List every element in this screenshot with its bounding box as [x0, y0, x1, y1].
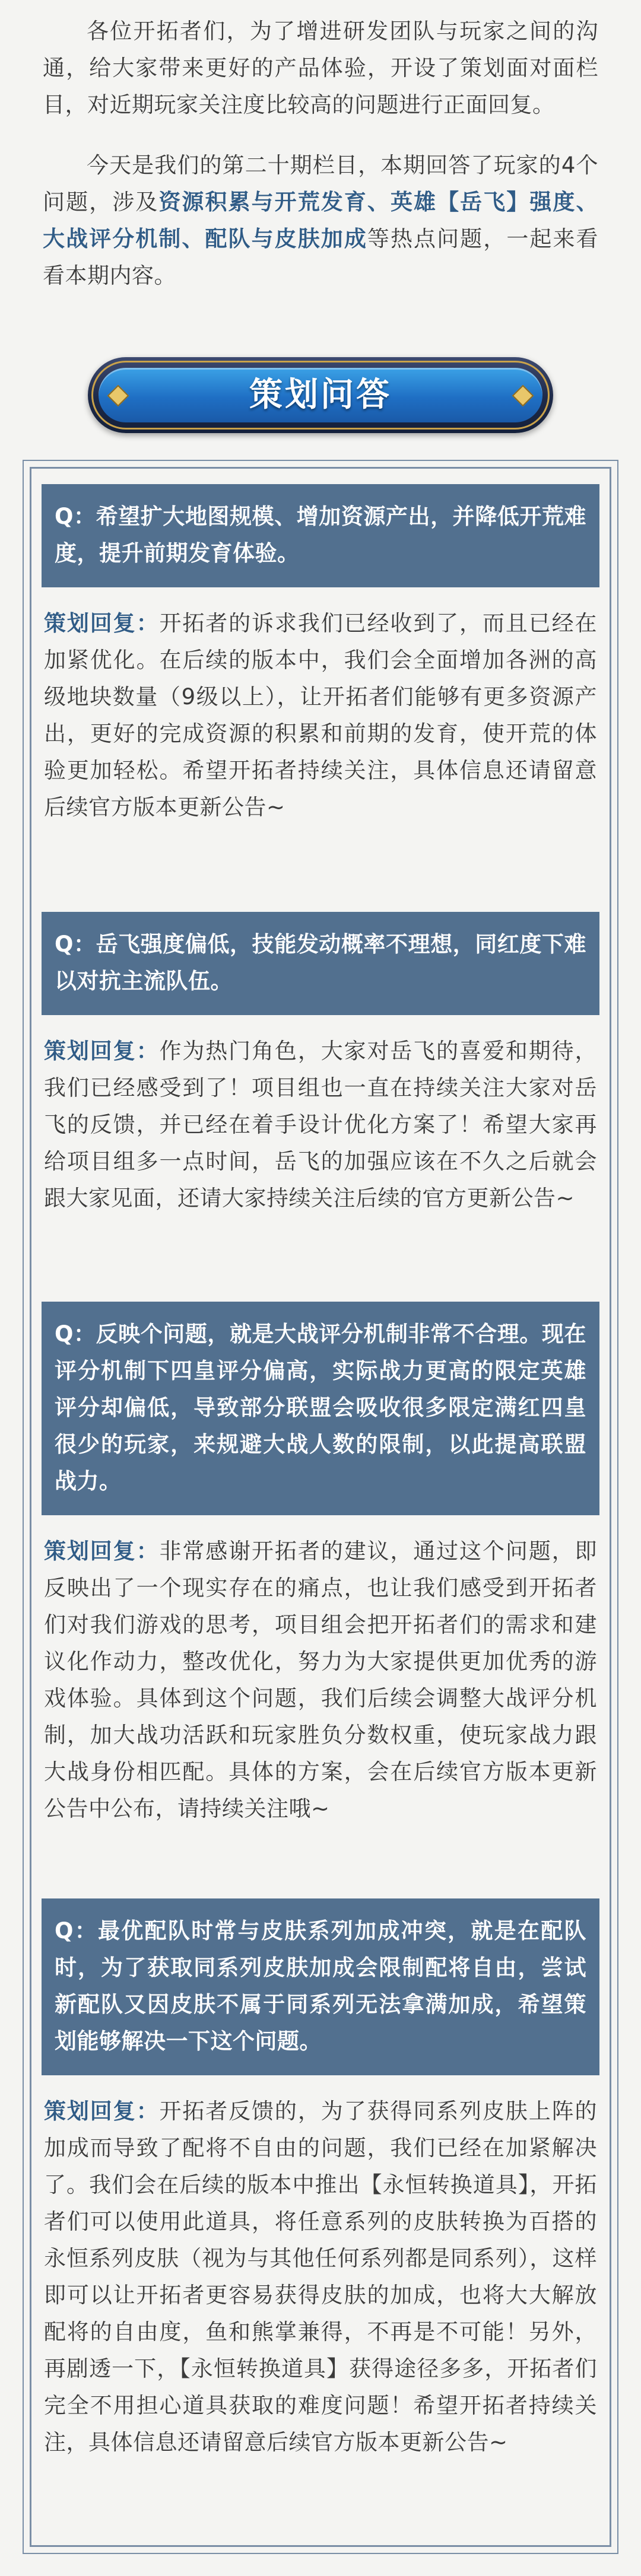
- answer-label: 策划回复：: [44, 2098, 160, 2124]
- intro-paragraph-2-tail: 等热点问题，一起来看看本期内容。: [43, 226, 599, 288]
- qa-item-3: [42, 1302, 599, 1827]
- answer-body: 作为热门角色，大家对岳飞的喜爱和期待，我们已经感受到了！项目组也一直在持续关注大家对岳飞的反馈，并已经在着手设计优化方案了！希望大家再给项目组多一点时间，岳飞的加强应该在不久之后就会跟大家见面，还请大家持续关注后续的官方更新公告~: [44, 1038, 598, 1211]
- question-box: Q：岳飞强度偏低，技能发动概率不理想，同红度下难以对抗主流队伍。: [42, 912, 599, 1015]
- qa-item-4: [42, 1898, 599, 2461]
- answer-body: 开拓者的诉求我们已经收到了，而且已经在加紧优化。在后续的版本中，我们会全面增加各洲的高级地块数量（9级以上），让开拓者们能够有更多资源产出，更好的完成资源的积累和前期的发育，使开荒的体验更加轻松。希望开拓者持续关注，具体信息还请留意后续官方版本更新公告~: [44, 610, 598, 820]
- answer-body: 非常感谢开拓者的建议，通过这个问题，即反映出了一个现实存在的痛点，也让我们感受到开拓者们对我们游戏的思考，项目组会把开拓者们的需求和建议化作动力，整改优化，努力为大家提供更加优秀的游戏体验。具体到这个问题，我们后续会调整大战评分机制，加大战功活跃和玩家胜负分数权重，使玩家战力跟大战身份相匹配。具体的方案，会在后续官方版本更新公告中公布，请持续关注哦~: [44, 1538, 598, 1821]
- intro-section: [43, 13, 598, 318]
- question-box: Q：希望扩大地图规模、增加资源产出，并降低开荒难度，提升前期发育体验。: [42, 484, 599, 587]
- answer-label: 策划回复：: [44, 1038, 160, 1064]
- answer-text: [42, 1033, 599, 1217]
- intro-topics-highlight: 资源积累与开荒发育、英雄【岳飞】强度、大战评分机制、配队与皮肤加成: [43, 189, 599, 252]
- qa-item-2: [42, 912, 599, 1217]
- answer-label: 策划回复：: [44, 610, 160, 636]
- answer-text: [42, 2093, 599, 2461]
- answer-text: [42, 1533, 599, 1827]
- question-box: Q：反映个问题，就是大战评分机制非常不合理。现在评分机制下四皇评分偏高，实际战力更高的限定英雄评分却偏低，导致部分联盟会吸收很多限定满红四皇很少的玩家，来规避大战人数的限制，以此提高联盟战力。: [42, 1302, 599, 1515]
- answer-body: 开拓者反馈的，为了获得同系列皮肤上阵的加成而导致了配将不自由的问题，我们已经在加紧解决了。我们会在后续的版本中推出【永恒转换道具】，开拓者们可以使用此道具，将任意系列的皮肤转换为百搭的永恒系列皮肤（视为与其他任何系列都是同系列），这样即可以让开拓者更容易获得皮肤的加成，也将大大解放配将的自由度，鱼和熊掌兼得，不再是不可能！另外，再剧透一下，【永恒转换道具】获得途径多多，开拓者们完全不用担心道具获取的难度问题！希望开拓者持续关注，具体信息还请留意后续官方版本更新公告~: [44, 2098, 598, 2455]
- question-box: Q：最优配队时常与皮肤系列加成冲突，就是在配队时，为了获取同系列皮肤加成会限制配将自由，尝试新配队又因皮肤不属于同系列无法拿满加成，希望策划能够解决一下这个问题。: [42, 1898, 599, 2075]
- intro-paragraph-2-lead: 今天是我们的第二十期栏目，本期回答了玩家的4个问题，涉及: [43, 152, 598, 215]
- intro-paragraph-1: 各位开拓者们，为了增进研发团队与玩家之间的沟通，给大家带来更好的产品体验，开设了策划面对面栏目，对近期玩家关注度比较高的问题进行正面回复。: [43, 18, 598, 117]
- intro-paragraph-2: [43, 147, 598, 294]
- answer-text: [42, 605, 599, 826]
- answer-label: 策划回复：: [44, 1538, 160, 1564]
- qa-item-1: [42, 484, 599, 826]
- section-title: 策划问答: [249, 376, 392, 414]
- section-banner: [88, 357, 553, 433]
